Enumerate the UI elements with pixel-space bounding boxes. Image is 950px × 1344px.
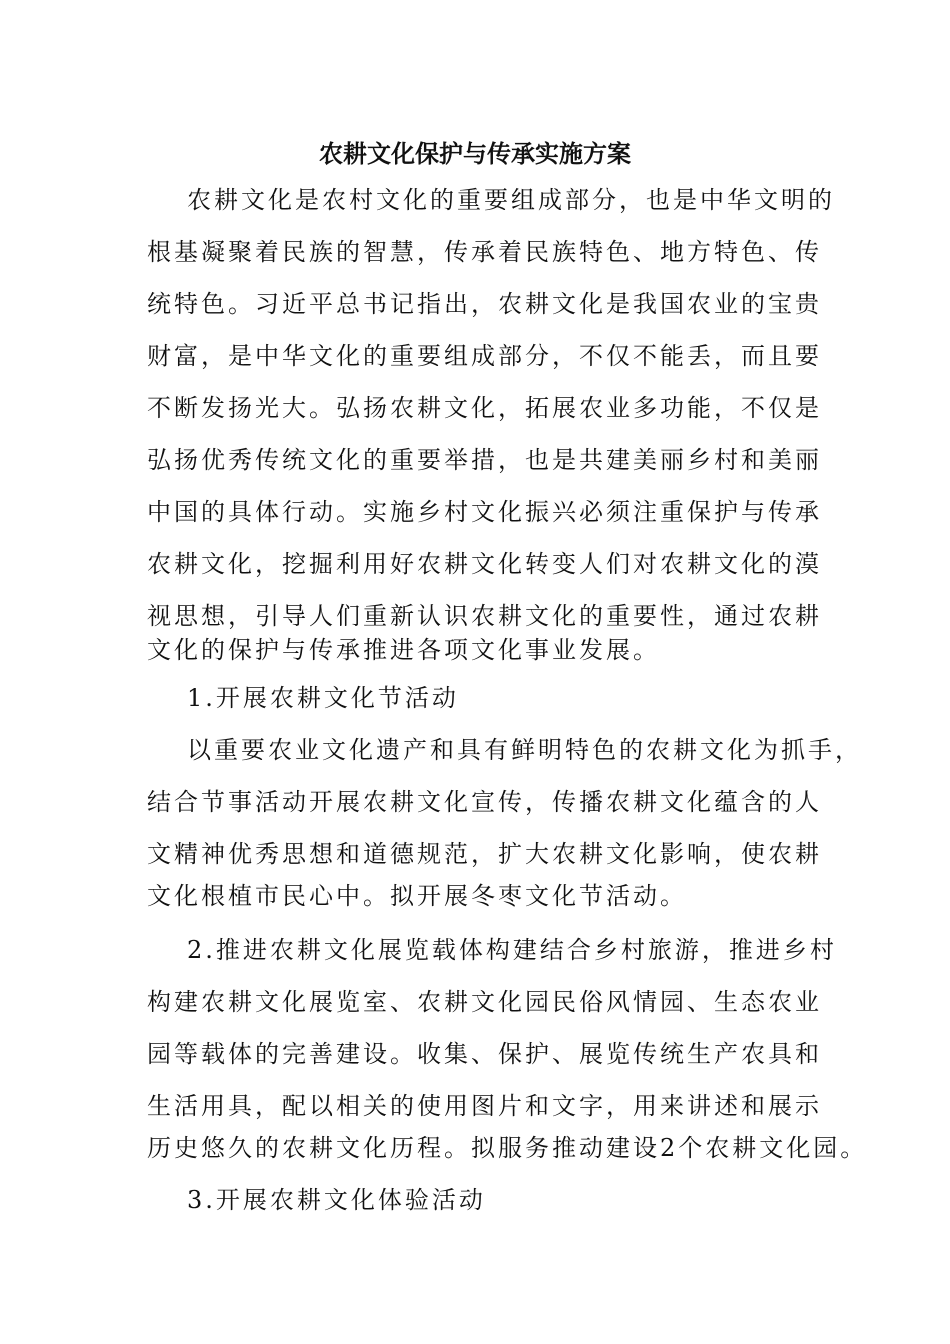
paragraph-line: 文化根植市民心中。拟开展冬枣文化节活动。 — [147, 882, 687, 910]
paragraph-line: 根基凝聚着民族的智慧，传承着民族特色、地方特色、传 — [147, 238, 822, 266]
paragraph-line: 中国的具体行动。实施乡村文化振兴必须注重保护与传承 — [147, 498, 822, 526]
section-heading: 2.推进农耕文化展览载体构建结合乡村旅游，推进乡村 — [187, 936, 837, 964]
paragraph-line: 农耕文化，挖掘利用好农耕文化转变人们对农耕文化的漠 — [147, 550, 822, 578]
paragraph-line: 生活用具，配以相关的使用图片和文字，用来讲述和展示 — [147, 1092, 822, 1120]
paragraph-line: 农耕文化是农村文化的重要组成部分，也是中华文明的 — [187, 186, 835, 214]
paragraph-line: 财富，是中华文化的重要组成部分，不仅不能丢，而且要 — [147, 342, 822, 370]
paragraph-line: 园等载体的完善建设。收集、保护、展览传统生产农具和 — [147, 1040, 822, 1068]
section-heading: 1.开展农耕文化节活动 — [187, 684, 459, 712]
document-title: 农耕文化保护与传承实施方案 — [319, 139, 631, 168]
paragraph-line: 弘扬优秀传统文化的重要举措，也是共建美丽乡村和美丽 — [147, 446, 822, 474]
paragraph-line: 文精神优秀思想和道德规范，扩大农耕文化影响，使农耕 — [147, 840, 822, 868]
paragraph-line: 构建农耕文化展览室、农耕文化园民俗风情园、生态农业 — [147, 988, 822, 1016]
section-heading: 3.开展农耕文化体验活动 — [187, 1186, 486, 1214]
paragraph-line: 历史悠久的农耕文化历程。拟服务推动建设2个农耕文化园。 — [147, 1134, 868, 1162]
paragraph-line: 以重要农业文化遗产和具有鲜明特色的农耕文化为抓手， — [187, 736, 862, 764]
paragraph-line: 视思想，引导人们重新认识农耕文化的重要性，通过农耕 — [147, 602, 822, 630]
paragraph-line: 结合节事活动开展农耕文化宣传，传播农耕文化蕴含的人 — [147, 788, 822, 816]
paragraph-line: 文化的保护与传承推进各项文化事业发展。 — [147, 636, 660, 664]
paragraph-line: 不断发扬光大。弘扬农耕文化，拓展农业多功能，不仅是 — [147, 394, 822, 422]
paragraph-line: 统特色。习近平总书记指出，农耕文化是我国农业的宝贵 — [147, 290, 822, 318]
